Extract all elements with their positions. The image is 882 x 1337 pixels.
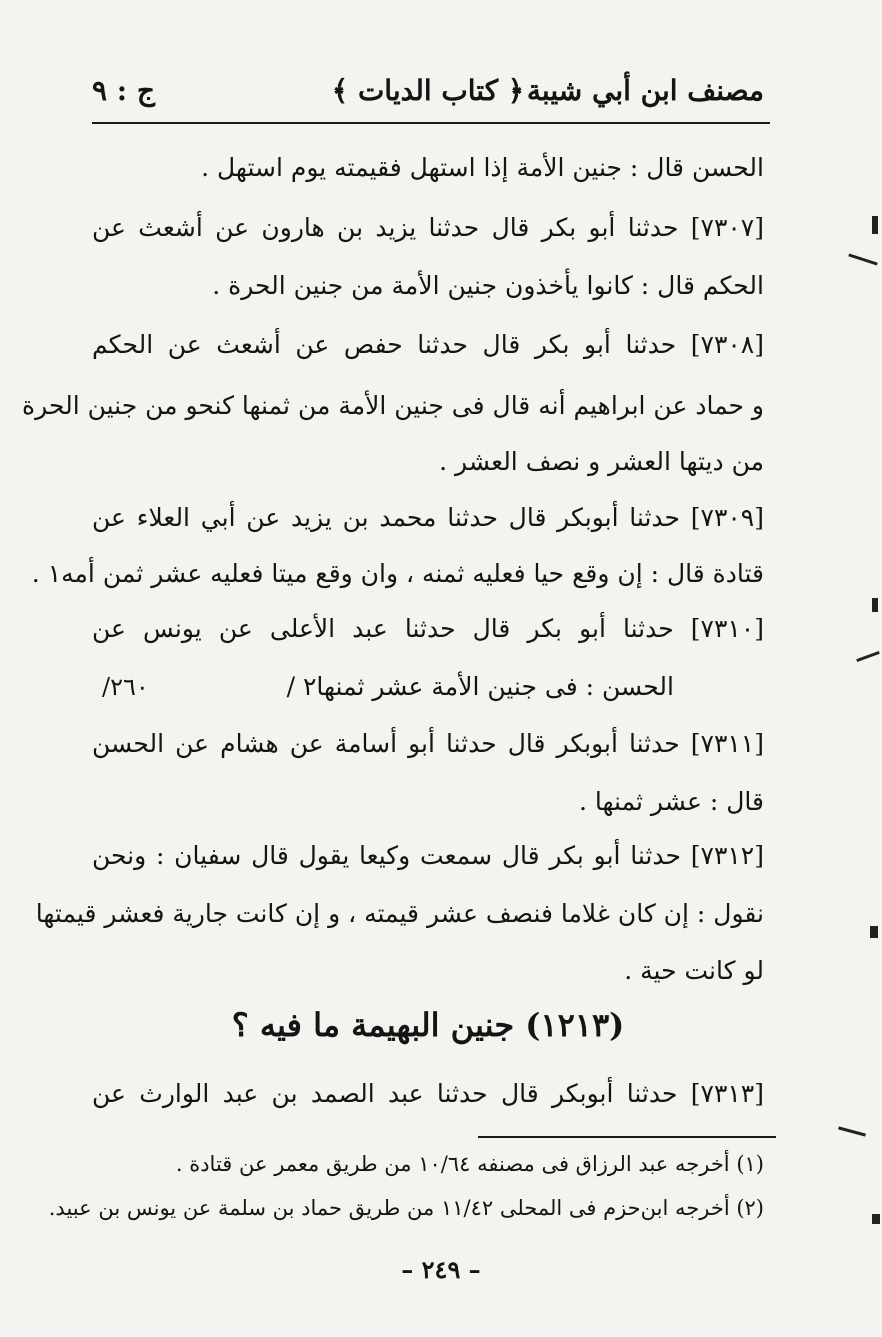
text-line: قال : عشر ثمنها . bbox=[579, 787, 764, 816]
scan-edge-mark bbox=[872, 598, 878, 612]
text-line: [٧٣١٣] حدثنا أبوبكر قال حدثنا عبد الصمد بن عبد الوارث عن bbox=[92, 1079, 764, 1108]
text-line: نقول : إن كان غلاما فنصف عشر قيمته ، و إن كانت جارية فعشر قيمتها bbox=[35, 899, 764, 928]
text-line: الحسن قال : جنين الأمة إذا استهل فقيمته يوم استهل . bbox=[201, 153, 764, 182]
volume-number: ج : ٩ bbox=[92, 74, 155, 107]
text-line: [٧٣٠٨] حدثنا أبو بكر قال حدثنا حفص عن أشعث عن الحكم bbox=[92, 330, 764, 359]
footnote: (٢) أخرجه ابن‌حزم فى المحلى ١١/٤٢ من طريق حماد بن سلمة عن يونس بن عبيد. bbox=[48, 1196, 764, 1220]
footnote-rule bbox=[478, 1136, 776, 1138]
scan-edge-mark bbox=[848, 253, 877, 265]
text-line: [٧٣٠٩] حدثنا أبوبكر قال حدثنا محمد بن يزيد عن أبي العلاء عن bbox=[92, 503, 764, 532]
scan-edge-mark bbox=[870, 926, 878, 938]
text-line: لو كانت حية . bbox=[624, 956, 764, 985]
header-rule bbox=[92, 122, 770, 124]
text-line: [٧٣١٢] حدثنا أبو بكر قال سمعت وكيعا يقول قال سفيان : ونحن bbox=[92, 841, 764, 870]
text-line: الحسن : فى جنين الأمة عشر ثمنها٢ / bbox=[286, 672, 674, 701]
margin-page-number: ٢٦٠/ bbox=[102, 673, 149, 701]
text-line: [٧٣١٠] حدثنا أبو بكر قال حدثنا عبد الأعلى عن يونس عن bbox=[92, 614, 764, 643]
scan-edge-mark bbox=[872, 1214, 880, 1224]
footnote: (١) أخرجه عبد الرزاق فى مصنفه ١٠/٦٤ من طريق معمر عن قتادة . bbox=[175, 1152, 764, 1176]
text-line: و حماد عن ابراهيم أنه قال فى جنين الأمة من ثمنها كنحو من جنين الحرة bbox=[22, 391, 764, 420]
text-line: قتادة قال : إن وقع حيا فعليه ثمنه ، وان وقع ميتا فعليه عشر ثمن أمه١ . bbox=[31, 559, 764, 588]
running-header bbox=[92, 70, 764, 118]
book-title: مصنف ابن أبي شيبة bbox=[526, 74, 764, 107]
scan-edge-mark bbox=[872, 216, 878, 234]
text-line-with-margin bbox=[92, 669, 764, 705]
section-heading: (١٢١٣) جنين البهيمة ما فيه ؟ bbox=[231, 1006, 625, 1044]
scan-edge-mark bbox=[856, 651, 880, 662]
page-number: – ٢٤٩ – bbox=[401, 1255, 481, 1284]
chapter-title: ﴿ كتاب الديات ﴾ bbox=[331, 74, 525, 107]
scan-edge-mark bbox=[838, 1126, 866, 1136]
text-line: [٧٣١١] حدثنا أبوبكر قال حدثنا أبو أسامة عن هشام عن الحسن bbox=[92, 729, 764, 758]
text-line: من ديتها العشر و نصف العشر . bbox=[439, 447, 764, 476]
text-line: الحكم قال : كانوا يأخذون جنين الأمة من جنين الحرة . bbox=[212, 271, 764, 300]
text-line: [٧٣٠٧] حدثنا أبو بكر قال حدثنا يزيد بن هارون عن أشعث عن bbox=[92, 213, 764, 242]
